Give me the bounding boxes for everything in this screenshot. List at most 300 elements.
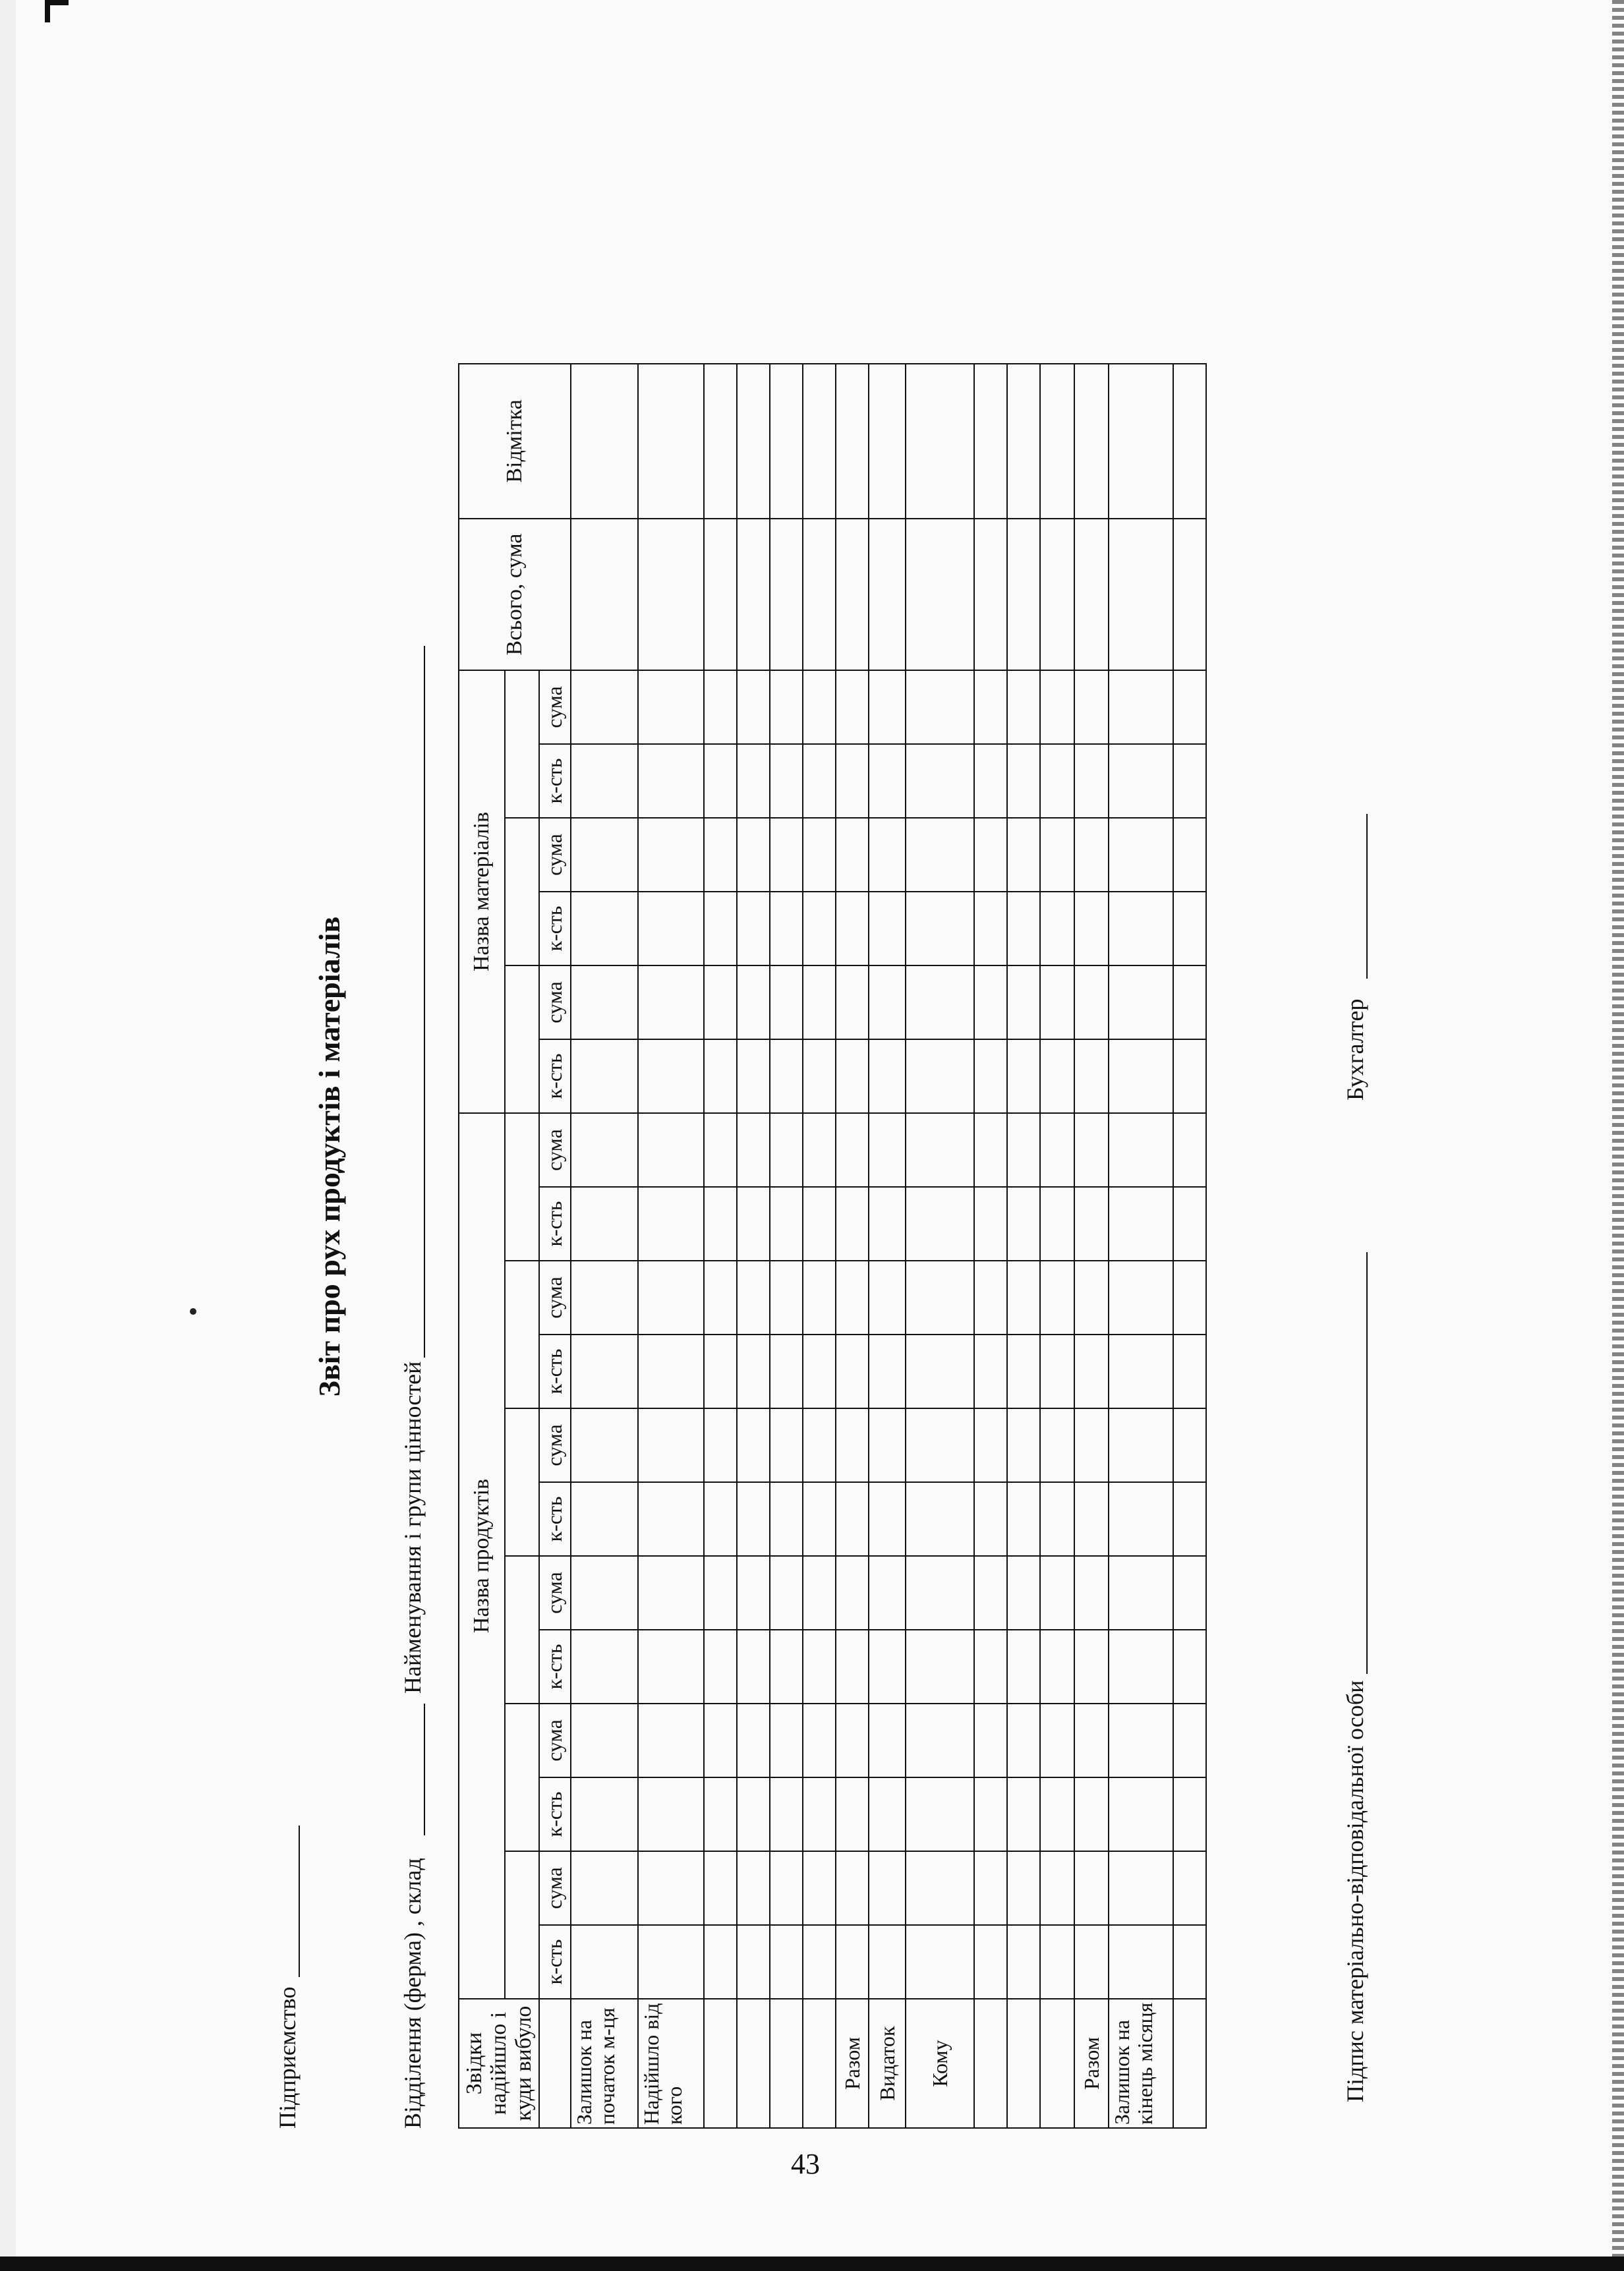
table-cell[interactable] bbox=[906, 1187, 974, 1261]
table-cell[interactable] bbox=[836, 1261, 869, 1335]
table-cell[interactable] bbox=[1109, 1261, 1173, 1335]
table-cell[interactable] bbox=[1007, 1630, 1040, 1704]
table-cell[interactable] bbox=[836, 1925, 869, 1999]
table-cell[interactable] bbox=[1007, 1482, 1040, 1556]
table-cell[interactable] bbox=[770, 364, 803, 519]
table-cell[interactable] bbox=[638, 519, 704, 670]
table-cell[interactable] bbox=[704, 670, 737, 744]
table-cell[interactable] bbox=[770, 519, 803, 670]
table-cell[interactable] bbox=[906, 1482, 974, 1556]
table-cell[interactable] bbox=[1109, 965, 1173, 1039]
table-cell[interactable] bbox=[1173, 744, 1206, 818]
table-cell[interactable] bbox=[1109, 1039, 1173, 1113]
table-cell[interactable] bbox=[836, 965, 869, 1039]
table-cell[interactable] bbox=[1173, 818, 1206, 892]
table-cell[interactable] bbox=[906, 965, 974, 1039]
table-cell[interactable] bbox=[803, 1408, 836, 1482]
table-cell[interactable] bbox=[704, 1408, 737, 1482]
table-cell[interactable] bbox=[571, 1408, 638, 1482]
material-name-cell[interactable] bbox=[505, 818, 539, 965]
table-cell[interactable] bbox=[836, 818, 869, 892]
table-cell[interactable] bbox=[1074, 1261, 1109, 1335]
table-cell[interactable] bbox=[836, 1556, 869, 1630]
table-cell[interactable] bbox=[1040, 1261, 1074, 1335]
table-cell[interactable] bbox=[1074, 1704, 1109, 1777]
table-cell[interactable] bbox=[770, 1556, 803, 1630]
table-cell[interactable] bbox=[571, 1556, 638, 1630]
table-cell[interactable] bbox=[1109, 519, 1173, 670]
table-cell[interactable] bbox=[638, 744, 704, 818]
product-name-cell[interactable] bbox=[505, 1408, 539, 1556]
table-cell[interactable] bbox=[571, 1335, 638, 1408]
table-cell[interactable] bbox=[737, 1777, 770, 1851]
table-cell[interactable] bbox=[571, 519, 638, 670]
table-cell[interactable] bbox=[571, 1630, 638, 1704]
table-cell[interactable] bbox=[1007, 670, 1040, 744]
table-cell[interactable] bbox=[906, 519, 974, 670]
table-cell[interactable] bbox=[737, 519, 770, 670]
table-cell[interactable] bbox=[1173, 1925, 1206, 1999]
table-cell[interactable] bbox=[974, 519, 1007, 670]
table-cell[interactable] bbox=[869, 1039, 906, 1113]
table-cell[interactable] bbox=[1040, 1851, 1074, 1925]
table-cell[interactable] bbox=[770, 670, 803, 744]
table-cell[interactable] bbox=[1040, 1113, 1074, 1187]
table-cell[interactable] bbox=[803, 1999, 836, 2128]
table-cell[interactable] bbox=[1040, 1556, 1074, 1630]
table-cell[interactable] bbox=[1007, 1113, 1040, 1187]
table-cell[interactable] bbox=[1074, 1925, 1109, 1999]
product-name-cell[interactable] bbox=[505, 1261, 539, 1408]
material-name-cell[interactable] bbox=[505, 670, 539, 818]
table-cell[interactable] bbox=[869, 364, 906, 519]
table-cell[interactable] bbox=[803, 1630, 836, 1704]
table-cell[interactable] bbox=[770, 1999, 803, 2128]
table-cell[interactable] bbox=[803, 670, 836, 744]
table-cell[interactable] bbox=[906, 1851, 974, 1925]
table-cell[interactable] bbox=[1173, 519, 1206, 670]
table-cell[interactable] bbox=[1173, 1335, 1206, 1408]
table-cell[interactable] bbox=[1007, 1704, 1040, 1777]
table-cell[interactable] bbox=[869, 892, 906, 965]
table-cell[interactable] bbox=[869, 744, 906, 818]
table-cell[interactable] bbox=[836, 1335, 869, 1408]
table-cell[interactable] bbox=[836, 670, 869, 744]
table-cell[interactable] bbox=[770, 965, 803, 1039]
table-cell[interactable] bbox=[974, 670, 1007, 744]
table-cell[interactable] bbox=[638, 1925, 704, 1999]
table-cell[interactable] bbox=[974, 1925, 1007, 1999]
table-cell[interactable] bbox=[638, 1113, 704, 1187]
table-cell[interactable] bbox=[1074, 1408, 1109, 1482]
table-cell[interactable] bbox=[1007, 818, 1040, 892]
table-cell[interactable] bbox=[1074, 1630, 1109, 1704]
table-cell[interactable] bbox=[1007, 1851, 1040, 1925]
table-cell[interactable] bbox=[906, 1630, 974, 1704]
table-cell[interactable] bbox=[906, 1704, 974, 1777]
table-cell[interactable] bbox=[1109, 818, 1173, 892]
table-cell[interactable] bbox=[1173, 670, 1206, 744]
table-cell[interactable] bbox=[704, 1704, 737, 1777]
table-cell[interactable] bbox=[737, 892, 770, 965]
table-cell[interactable] bbox=[704, 1925, 737, 1999]
goods-field[interactable] bbox=[424, 646, 425, 1358]
table-cell[interactable] bbox=[869, 818, 906, 892]
table-cell[interactable] bbox=[638, 1630, 704, 1704]
table-cell[interactable] bbox=[1074, 1482, 1109, 1556]
table-cell[interactable] bbox=[1040, 1925, 1074, 1999]
table-cell[interactable] bbox=[869, 1630, 906, 1704]
table-cell[interactable] bbox=[803, 519, 836, 670]
table-cell[interactable] bbox=[974, 1777, 1007, 1851]
table-cell[interactable] bbox=[1074, 1556, 1109, 1630]
table-cell[interactable] bbox=[1040, 965, 1074, 1039]
table-cell[interactable] bbox=[836, 1039, 869, 1113]
table-cell[interactable] bbox=[1074, 1187, 1109, 1261]
table-cell[interactable] bbox=[803, 1187, 836, 1261]
table-cell[interactable] bbox=[770, 818, 803, 892]
table-cell[interactable] bbox=[1040, 1704, 1074, 1777]
table-cell[interactable] bbox=[638, 1335, 704, 1408]
table-cell[interactable] bbox=[1109, 1630, 1173, 1704]
table-cell[interactable] bbox=[737, 1187, 770, 1261]
table-cell[interactable] bbox=[1007, 519, 1040, 670]
table-cell[interactable] bbox=[1040, 1187, 1074, 1261]
table-cell[interactable] bbox=[571, 892, 638, 965]
material-name-cell[interactable] bbox=[505, 965, 539, 1113]
table-cell[interactable] bbox=[836, 892, 869, 965]
table-cell[interactable] bbox=[974, 1630, 1007, 1704]
table-cell[interactable] bbox=[974, 1556, 1007, 1630]
table-cell[interactable] bbox=[704, 1999, 737, 2128]
table-cell[interactable] bbox=[1109, 1777, 1173, 1851]
product-name-cell[interactable] bbox=[505, 1113, 539, 1261]
table-cell[interactable] bbox=[770, 1704, 803, 1777]
table-cell[interactable] bbox=[1173, 892, 1206, 965]
table-cell[interactable] bbox=[737, 1925, 770, 1999]
accountant-signature-line[interactable] bbox=[1366, 814, 1368, 979]
table-cell[interactable] bbox=[1007, 364, 1040, 519]
table-cell[interactable] bbox=[638, 818, 704, 892]
table-cell[interactable] bbox=[906, 1925, 974, 1999]
table-cell[interactable] bbox=[836, 364, 869, 519]
table-cell[interactable] bbox=[906, 670, 974, 744]
table-cell[interactable] bbox=[1040, 1999, 1074, 2128]
table-cell[interactable] bbox=[1173, 1999, 1206, 2128]
table-cell[interactable] bbox=[571, 1039, 638, 1113]
table-cell[interactable] bbox=[1007, 1335, 1040, 1408]
table-cell[interactable] bbox=[571, 1261, 638, 1335]
table-cell[interactable] bbox=[803, 1482, 836, 1556]
table-cell[interactable] bbox=[1040, 1335, 1074, 1408]
table-cell[interactable] bbox=[704, 892, 737, 965]
table-cell[interactable] bbox=[974, 1851, 1007, 1925]
table-cell[interactable] bbox=[1040, 1408, 1074, 1482]
table-cell[interactable] bbox=[1040, 1630, 1074, 1704]
table-cell[interactable] bbox=[974, 744, 1007, 818]
table-cell[interactable] bbox=[1007, 1999, 1040, 2128]
table-cell[interactable] bbox=[638, 1261, 704, 1335]
table-cell[interactable] bbox=[571, 1113, 638, 1187]
table-cell[interactable] bbox=[737, 1482, 770, 1556]
table-cell[interactable] bbox=[1173, 1261, 1206, 1335]
table-cell[interactable] bbox=[770, 1851, 803, 1925]
table-cell[interactable] bbox=[803, 1851, 836, 1925]
table-cell[interactable] bbox=[974, 818, 1007, 892]
table-cell[interactable] bbox=[869, 1851, 906, 1925]
table-cell[interactable] bbox=[1007, 1925, 1040, 1999]
table-cell[interactable] bbox=[1109, 1335, 1173, 1408]
table-cell[interactable] bbox=[803, 744, 836, 818]
table-cell[interactable] bbox=[836, 519, 869, 670]
table-cell[interactable] bbox=[737, 1039, 770, 1113]
table-cell[interactable] bbox=[770, 1039, 803, 1113]
table-cell[interactable] bbox=[1007, 1777, 1040, 1851]
table-cell[interactable] bbox=[1007, 744, 1040, 818]
table-cell[interactable] bbox=[571, 1704, 638, 1777]
table-cell[interactable] bbox=[1040, 818, 1074, 892]
table-cell[interactable] bbox=[1173, 1777, 1206, 1851]
table-cell[interactable] bbox=[704, 1556, 737, 1630]
table-cell[interactable] bbox=[869, 1408, 906, 1482]
table-cell[interactable] bbox=[869, 1482, 906, 1556]
table-cell[interactable] bbox=[1040, 364, 1074, 519]
table-cell[interactable] bbox=[836, 1482, 869, 1556]
responsible-signature-line[interactable] bbox=[1366, 1252, 1368, 1674]
table-cell[interactable] bbox=[1074, 965, 1109, 1039]
table-cell[interactable] bbox=[906, 1408, 974, 1482]
table-cell[interactable] bbox=[770, 1187, 803, 1261]
table-cell[interactable] bbox=[803, 1335, 836, 1408]
table-cell[interactable] bbox=[1040, 1777, 1074, 1851]
table-cell[interactable] bbox=[770, 744, 803, 818]
table-cell[interactable] bbox=[737, 1704, 770, 1777]
table-cell[interactable] bbox=[906, 364, 974, 519]
table-cell[interactable] bbox=[1109, 670, 1173, 744]
table-cell[interactable] bbox=[571, 1482, 638, 1556]
table-cell[interactable] bbox=[704, 818, 737, 892]
table-cell[interactable] bbox=[737, 1851, 770, 1925]
table-cell[interactable] bbox=[571, 818, 638, 892]
table-cell[interactable] bbox=[1040, 1482, 1074, 1556]
table-cell[interactable] bbox=[638, 1039, 704, 1113]
table-cell[interactable] bbox=[836, 1630, 869, 1704]
table-cell[interactable] bbox=[906, 818, 974, 892]
table-cell[interactable] bbox=[770, 1630, 803, 1704]
table-cell[interactable] bbox=[571, 744, 638, 818]
product-name-cell[interactable] bbox=[505, 1556, 539, 1704]
table-cell[interactable] bbox=[974, 1039, 1007, 1113]
table-cell[interactable] bbox=[1007, 1556, 1040, 1630]
table-cell[interactable] bbox=[1074, 1113, 1109, 1187]
table-cell[interactable] bbox=[1109, 892, 1173, 965]
table-cell[interactable] bbox=[770, 1777, 803, 1851]
table-cell[interactable] bbox=[770, 1335, 803, 1408]
department-field[interactable] bbox=[424, 1704, 425, 1835]
table-cell[interactable] bbox=[1173, 1556, 1206, 1630]
table-cell[interactable] bbox=[1007, 1261, 1040, 1335]
table-cell[interactable] bbox=[803, 1039, 836, 1113]
table-cell[interactable] bbox=[1074, 1851, 1109, 1925]
table-cell[interactable] bbox=[974, 1335, 1007, 1408]
table-cell[interactable] bbox=[704, 1261, 737, 1335]
table-cell[interactable] bbox=[1040, 892, 1074, 965]
table-cell[interactable] bbox=[803, 1704, 836, 1777]
table-cell[interactable] bbox=[1109, 1408, 1173, 1482]
table-cell[interactable] bbox=[638, 364, 704, 519]
table-cell[interactable] bbox=[1173, 364, 1206, 519]
table-cell[interactable] bbox=[974, 965, 1007, 1039]
table-cell[interactable] bbox=[869, 1187, 906, 1261]
table-cell[interactable] bbox=[638, 1556, 704, 1630]
table-cell[interactable] bbox=[1173, 1187, 1206, 1261]
enterprise-field[interactable] bbox=[299, 1825, 300, 1977]
table-cell[interactable] bbox=[1173, 1039, 1206, 1113]
table-cell[interactable] bbox=[836, 1777, 869, 1851]
table-cell[interactable] bbox=[869, 519, 906, 670]
table-cell[interactable] bbox=[869, 1556, 906, 1630]
table-cell[interactable] bbox=[571, 1851, 638, 1925]
table-cell[interactable] bbox=[571, 1187, 638, 1261]
table-cell[interactable] bbox=[1040, 519, 1074, 670]
table-cell[interactable] bbox=[906, 1039, 974, 1113]
table-cell[interactable] bbox=[1173, 1630, 1206, 1704]
table-cell[interactable] bbox=[836, 744, 869, 818]
table-cell[interactable] bbox=[803, 892, 836, 965]
table-cell[interactable] bbox=[770, 1113, 803, 1187]
table-cell[interactable] bbox=[571, 364, 638, 519]
table-cell[interactable] bbox=[704, 744, 737, 818]
table-cell[interactable] bbox=[638, 1408, 704, 1482]
table-cell[interactable] bbox=[1173, 965, 1206, 1039]
table-cell[interactable] bbox=[638, 1704, 704, 1777]
table-cell[interactable] bbox=[638, 1851, 704, 1925]
table-cell[interactable] bbox=[906, 1261, 974, 1335]
table-cell[interactable] bbox=[869, 1113, 906, 1187]
table-cell[interactable] bbox=[1173, 1113, 1206, 1187]
table-cell[interactable] bbox=[571, 1925, 638, 1999]
table-cell[interactable] bbox=[1173, 1851, 1206, 1925]
table-cell[interactable] bbox=[737, 965, 770, 1039]
table-cell[interactable] bbox=[1007, 892, 1040, 965]
table-cell[interactable] bbox=[704, 364, 737, 519]
table-cell[interactable] bbox=[1007, 1408, 1040, 1482]
table-cell[interactable] bbox=[737, 670, 770, 744]
table-cell[interactable] bbox=[836, 1408, 869, 1482]
table-cell[interactable] bbox=[906, 1335, 974, 1408]
table-cell[interactable] bbox=[1074, 670, 1109, 744]
table-cell[interactable] bbox=[836, 1851, 869, 1925]
table-cell[interactable] bbox=[737, 1113, 770, 1187]
table-cell[interactable] bbox=[770, 892, 803, 965]
table-cell[interactable] bbox=[704, 965, 737, 1039]
table-cell[interactable] bbox=[1109, 1925, 1173, 1999]
table-cell[interactable] bbox=[974, 1113, 1007, 1187]
table-cell[interactable] bbox=[1007, 1187, 1040, 1261]
table-cell[interactable] bbox=[869, 1704, 906, 1777]
table-cell[interactable] bbox=[704, 1482, 737, 1556]
table-cell[interactable] bbox=[836, 1113, 869, 1187]
table-cell[interactable] bbox=[704, 1039, 737, 1113]
table-cell[interactable] bbox=[737, 364, 770, 519]
table-cell[interactable] bbox=[704, 519, 737, 670]
table-cell[interactable] bbox=[704, 1851, 737, 1925]
table-cell[interactable] bbox=[906, 1777, 974, 1851]
table-cell[interactable] bbox=[803, 1556, 836, 1630]
table-cell[interactable] bbox=[974, 892, 1007, 965]
table-cell[interactable] bbox=[1074, 364, 1109, 519]
table-cell[interactable] bbox=[906, 892, 974, 965]
table-cell[interactable] bbox=[737, 1630, 770, 1704]
table-cell[interactable] bbox=[1109, 1556, 1173, 1630]
product-name-cell[interactable] bbox=[505, 1851, 539, 1999]
table-cell[interactable] bbox=[1040, 744, 1074, 818]
table-cell[interactable] bbox=[869, 1777, 906, 1851]
table-cell[interactable] bbox=[1109, 1851, 1173, 1925]
table-cell[interactable] bbox=[770, 1925, 803, 1999]
table-cell[interactable] bbox=[704, 1187, 737, 1261]
table-cell[interactable] bbox=[737, 1335, 770, 1408]
table-cell[interactable] bbox=[737, 1261, 770, 1335]
table-cell[interactable] bbox=[803, 364, 836, 519]
table-cell[interactable] bbox=[1007, 965, 1040, 1039]
table-cell[interactable] bbox=[704, 1335, 737, 1408]
table-cell[interactable] bbox=[1173, 1482, 1206, 1556]
table-cell[interactable] bbox=[1074, 1039, 1109, 1113]
table-cell[interactable] bbox=[1074, 892, 1109, 965]
table-cell[interactable] bbox=[803, 1777, 836, 1851]
table-cell[interactable] bbox=[1074, 818, 1109, 892]
table-cell[interactable] bbox=[704, 1113, 737, 1187]
table-cell[interactable] bbox=[737, 744, 770, 818]
table-cell[interactable] bbox=[1074, 744, 1109, 818]
table-cell[interactable] bbox=[1173, 1704, 1206, 1777]
table-cell[interactable] bbox=[737, 1408, 770, 1482]
table-cell[interactable] bbox=[974, 1999, 1007, 2128]
table-cell[interactable] bbox=[638, 1777, 704, 1851]
table-cell[interactable] bbox=[906, 1113, 974, 1187]
table-cell[interactable] bbox=[1109, 1704, 1173, 1777]
table-cell[interactable] bbox=[869, 965, 906, 1039]
table-cell[interactable] bbox=[906, 744, 974, 818]
table-cell[interactable] bbox=[571, 965, 638, 1039]
table-cell[interactable] bbox=[974, 1187, 1007, 1261]
table-cell[interactable] bbox=[1074, 1335, 1109, 1408]
table-cell[interactable] bbox=[1074, 519, 1109, 670]
table-cell[interactable] bbox=[1109, 1113, 1173, 1187]
table-cell[interactable] bbox=[571, 1777, 638, 1851]
table-cell[interactable] bbox=[704, 1777, 737, 1851]
table-cell[interactable] bbox=[571, 670, 638, 744]
table-cell[interactable] bbox=[737, 1999, 770, 2128]
table-cell[interactable] bbox=[770, 1261, 803, 1335]
table-cell[interactable] bbox=[974, 1408, 1007, 1482]
table-cell[interactable] bbox=[1040, 670, 1074, 744]
table-cell[interactable] bbox=[869, 1925, 906, 1999]
table-cell[interactable] bbox=[1109, 744, 1173, 818]
table-cell[interactable] bbox=[803, 1925, 836, 1999]
table-cell[interactable] bbox=[638, 1482, 704, 1556]
table-cell[interactable] bbox=[1040, 1039, 1074, 1113]
table-cell[interactable] bbox=[974, 1482, 1007, 1556]
table-cell[interactable] bbox=[906, 1556, 974, 1630]
table-cell[interactable] bbox=[803, 818, 836, 892]
table-cell[interactable] bbox=[803, 1113, 836, 1187]
table-cell[interactable] bbox=[1007, 1039, 1040, 1113]
table-cell[interactable] bbox=[704, 1630, 737, 1704]
table-cell[interactable] bbox=[803, 1261, 836, 1335]
table-cell[interactable] bbox=[974, 364, 1007, 519]
